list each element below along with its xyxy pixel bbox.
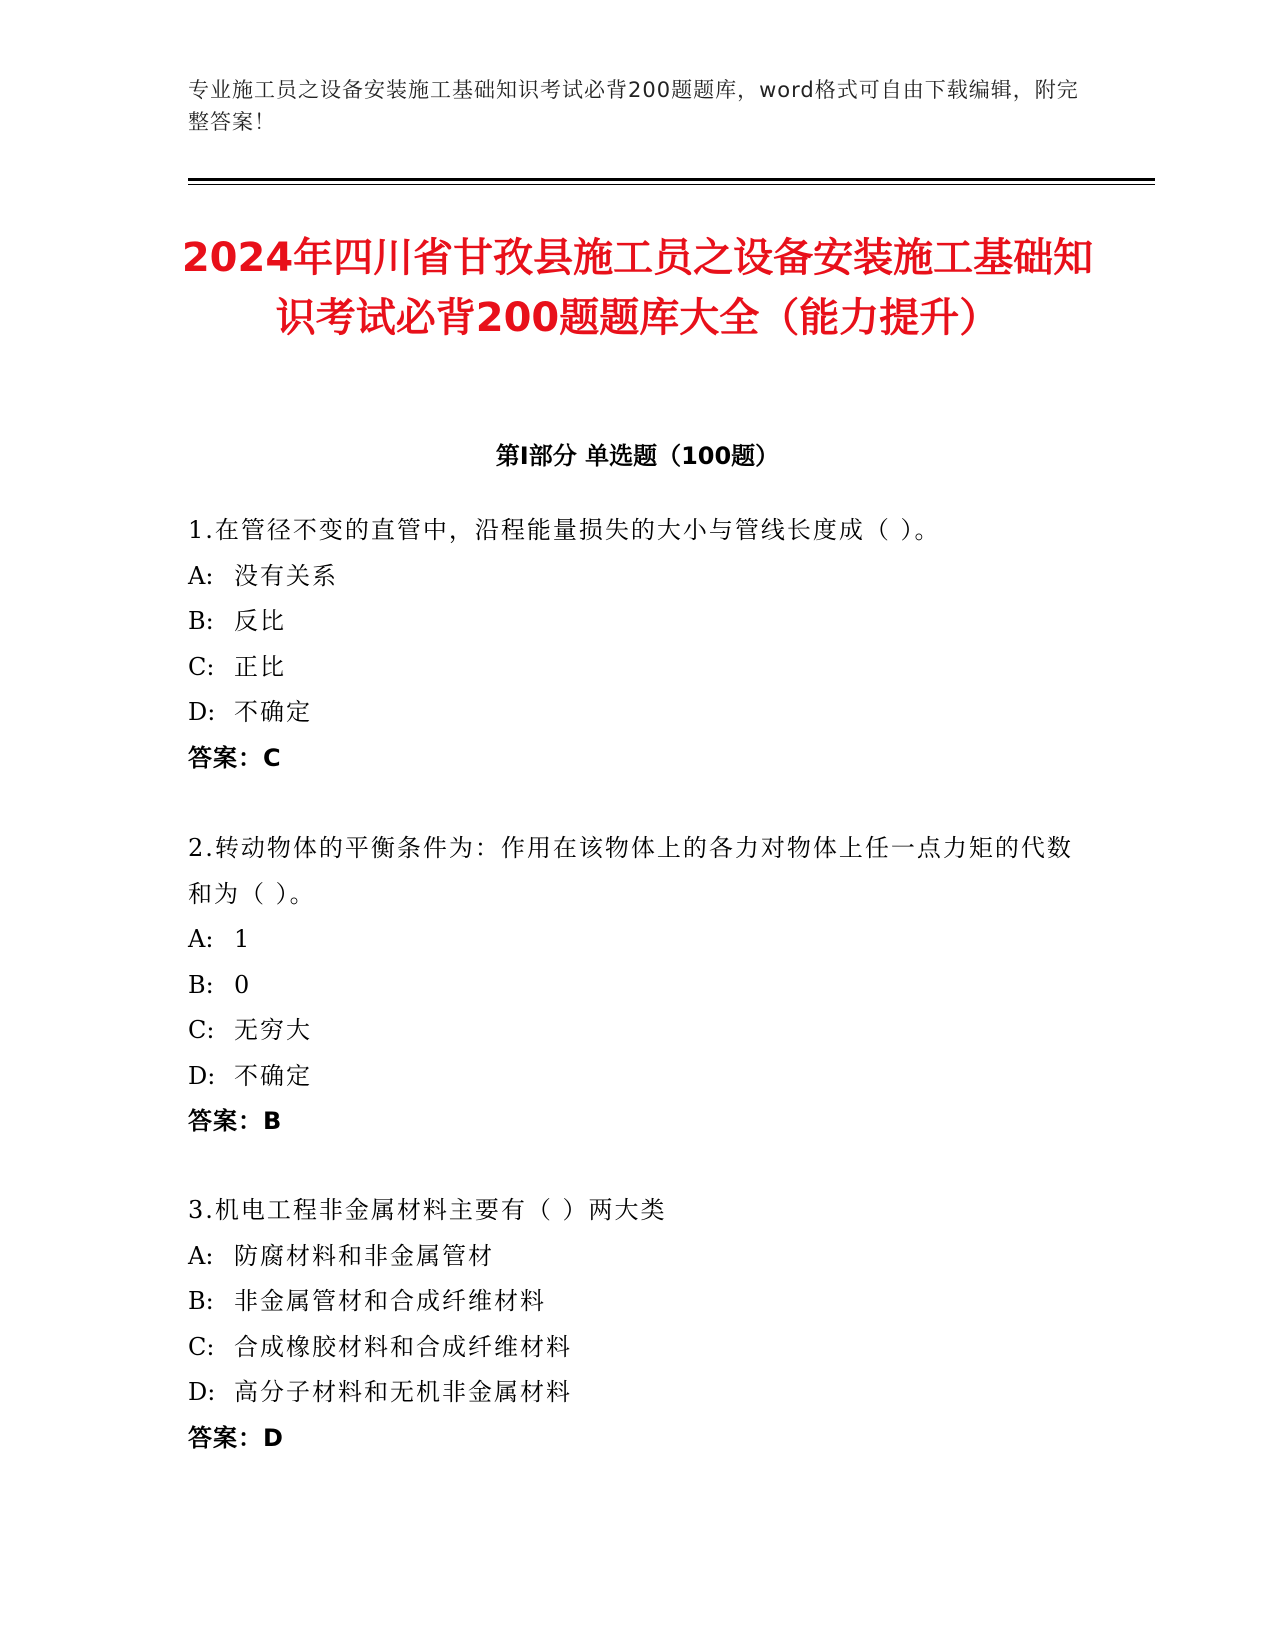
option-a: [188, 1234, 1078, 1280]
option-d: [188, 1370, 1078, 1416]
option-text: 正比: [234, 652, 286, 681]
answer: 答案：D: [188, 1423, 284, 1452]
option-letter: C:: [188, 1016, 215, 1044]
answer: 答案：C: [188, 743, 282, 772]
option-letter: A:: [188, 1241, 214, 1270]
option-text: 0: [234, 970, 252, 999]
option-text: 无穷大: [234, 1016, 312, 1044]
header-divider-thin: [188, 184, 1155, 185]
option-c: [188, 1325, 1078, 1371]
answer: 答案：B: [188, 1107, 283, 1135]
option-d: [188, 690, 1078, 736]
option-c: [188, 645, 1078, 691]
option-letter: B:: [188, 1287, 214, 1315]
option-letter: C:: [188, 652, 215, 681]
header-divider-thick: [188, 178, 1155, 181]
option-a: [188, 554, 1078, 600]
section-heading: 第I部分 单选题（100题）: [495, 442, 780, 470]
option-letter: B:: [188, 970, 214, 999]
question-2: [188, 826, 1078, 1145]
option-b: [188, 1279, 1078, 1325]
option-text: 不确定: [234, 698, 312, 726]
option-letter: D:: [188, 698, 216, 726]
option-b: [188, 963, 1078, 1009]
option-text: 高分子材料和无机非金属材料: [234, 1378, 572, 1406]
header-note: 专业施工员之设备安装施工基础知识考试必背200题题库，word格式可自由下载编辑，附完整答案！: [188, 78, 1079, 134]
question-stem: 3.机电工程非金属材料主要有（ ）两大类: [188, 1196, 667, 1224]
option-b: [188, 599, 1078, 645]
question-3: [188, 1188, 1078, 1461]
option-text: 没有关系: [234, 561, 338, 590]
option-letter: C:: [188, 1332, 215, 1361]
option-text: 不确定: [234, 1061, 312, 1090]
option-letter: A:: [188, 561, 214, 590]
question-stem: 2.转动物体的平衡条件为：作用在该物体上的各力对物体上任一点力矩的代数和为（ ）。: [188, 834, 1073, 908]
option-a: [188, 917, 1078, 963]
option-c: [188, 1008, 1078, 1054]
option-text: 非金属管材和合成纤维材料: [234, 1287, 546, 1315]
question-1: [188, 508, 1078, 781]
option-letter: D:: [188, 1061, 216, 1090]
document-title: 2024年四川省甘孜县施工员之设备安装施工基础知识考试必背200题题库大全（能力提升）: [181, 235, 1094, 341]
option-text: 反比: [234, 607, 286, 635]
question-stem: 1.在管径不变的直管中，沿程能量损失的大小与管线长度成（ ）。: [188, 516, 941, 544]
option-d: [188, 1054, 1078, 1100]
option-text: 防腐材料和非金属管材: [234, 1241, 494, 1270]
option-text: 合成橡胶材料和合成纤维材料: [234, 1332, 572, 1361]
option-letter: B:: [188, 607, 214, 635]
option-letter: A:: [188, 925, 214, 953]
option-letter: D:: [188, 1378, 216, 1406]
option-text: 1: [234, 925, 252, 953]
